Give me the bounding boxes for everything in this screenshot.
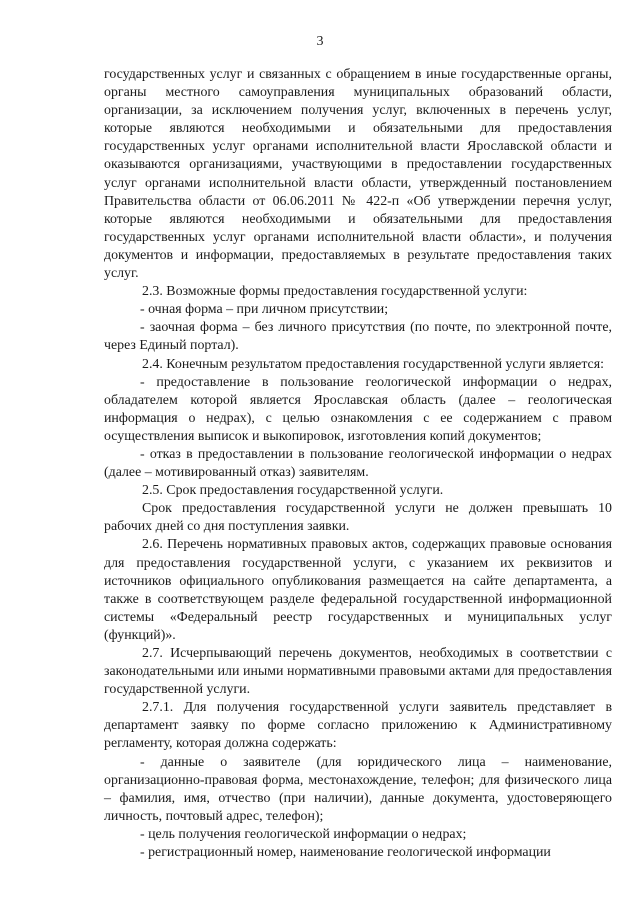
document-body bbox=[104, 66, 612, 862]
section-heading-2-5: 2.5. Срок предоставления государственной услуги. bbox=[142, 483, 444, 499]
page-number: 3 bbox=[316, 34, 324, 49]
list-item: - очная форма – при личном присутствии; bbox=[140, 302, 389, 318]
list-item: - данные о заявителе (для юридического лица – наименование, организационно-правовая форма, местонахождение, телефон; для физического лица – фамилия, имя, отчество (при наличии), данные документа, удостоверяющего личность, почтовый адрес, телефон); bbox=[104, 754, 612, 824]
section-heading-2-7-1: 2.7.1. Для получения государственной услуги заявитель представляет в департамент заявку по форме согласно приложению к Административному регламенту, которая должна содержать: bbox=[104, 700, 612, 752]
section-heading-2-4: 2.4. Конечным результатом предоставления государственной услуги является: bbox=[142, 356, 604, 372]
section-heading-2-3: 2.3. Возможные формы предоставления государственной услуги: bbox=[142, 284, 528, 300]
list-item: - отказ в предоставлении в пользование геологической информации о недрах (далее – мотивированный отказ) заявителям. bbox=[104, 446, 612, 481]
paragraph: Срок предоставления государственной услуги не должен превышать 10 рабочих дней со дня поступления заявки. bbox=[104, 501, 612, 535]
list-item: - регистрационный номер, наименование геологической информации bbox=[140, 845, 551, 861]
section-heading-2-7: 2.7. Исчерпывающий перечень документов, необходимых в соответствии с законодательными или иными нормативными правовыми актами для предоставления государственной услуги. bbox=[104, 646, 612, 698]
paragraph: государственных услуг и связанных с обращением в иные государственные органы, органы местного самоуправления муниципальных образований области, организации, за исключением получения услуг, включенных в перечень услуг, которые являются необходимыми и обязательными для предоставления государственных услуг органами исполнительной власти Ярославской области и оказываются организациями, участвующими в предоставлении государственных услуг органами исполнительной власти области, утвержденный постановлением Правительства области от 06.06.2011 № 422-п «Об утверждении перечня услуг, которые являются необходимыми и обязательными для предоставления государственных услуг органами исполнительной власти области», и получения документов и информации, предоставляемых в результате предоставления таких услуг. bbox=[104, 67, 612, 282]
list-item: - заочная форма – без личного присутствия (по почте, по электронной почте, через Единый портал). bbox=[104, 320, 612, 354]
list-item: - предоставление в пользование геологической информации о недрах, обладателем которой является Ярославская область (далее – геологическая информация о недрах), с целью ознакомления с ее содержанием с правом осуществления выписок и выкопировок, изготовления копий документов; bbox=[104, 374, 612, 444]
list-item: - цель получения геологической информации о недрах; bbox=[140, 826, 467, 842]
section-heading-2-6: 2.6. Перечень нормативных правовых актов, содержащих правовые основания для предоставления государственной услуги, с указанием их реквизитов и источников официального опубликования размещается на сайте департамента, а также в соответствующем разделе федеральной государственной информационной системы «Федеральный реестр государственных и муниципальных услуг (функций)». bbox=[104, 537, 612, 643]
